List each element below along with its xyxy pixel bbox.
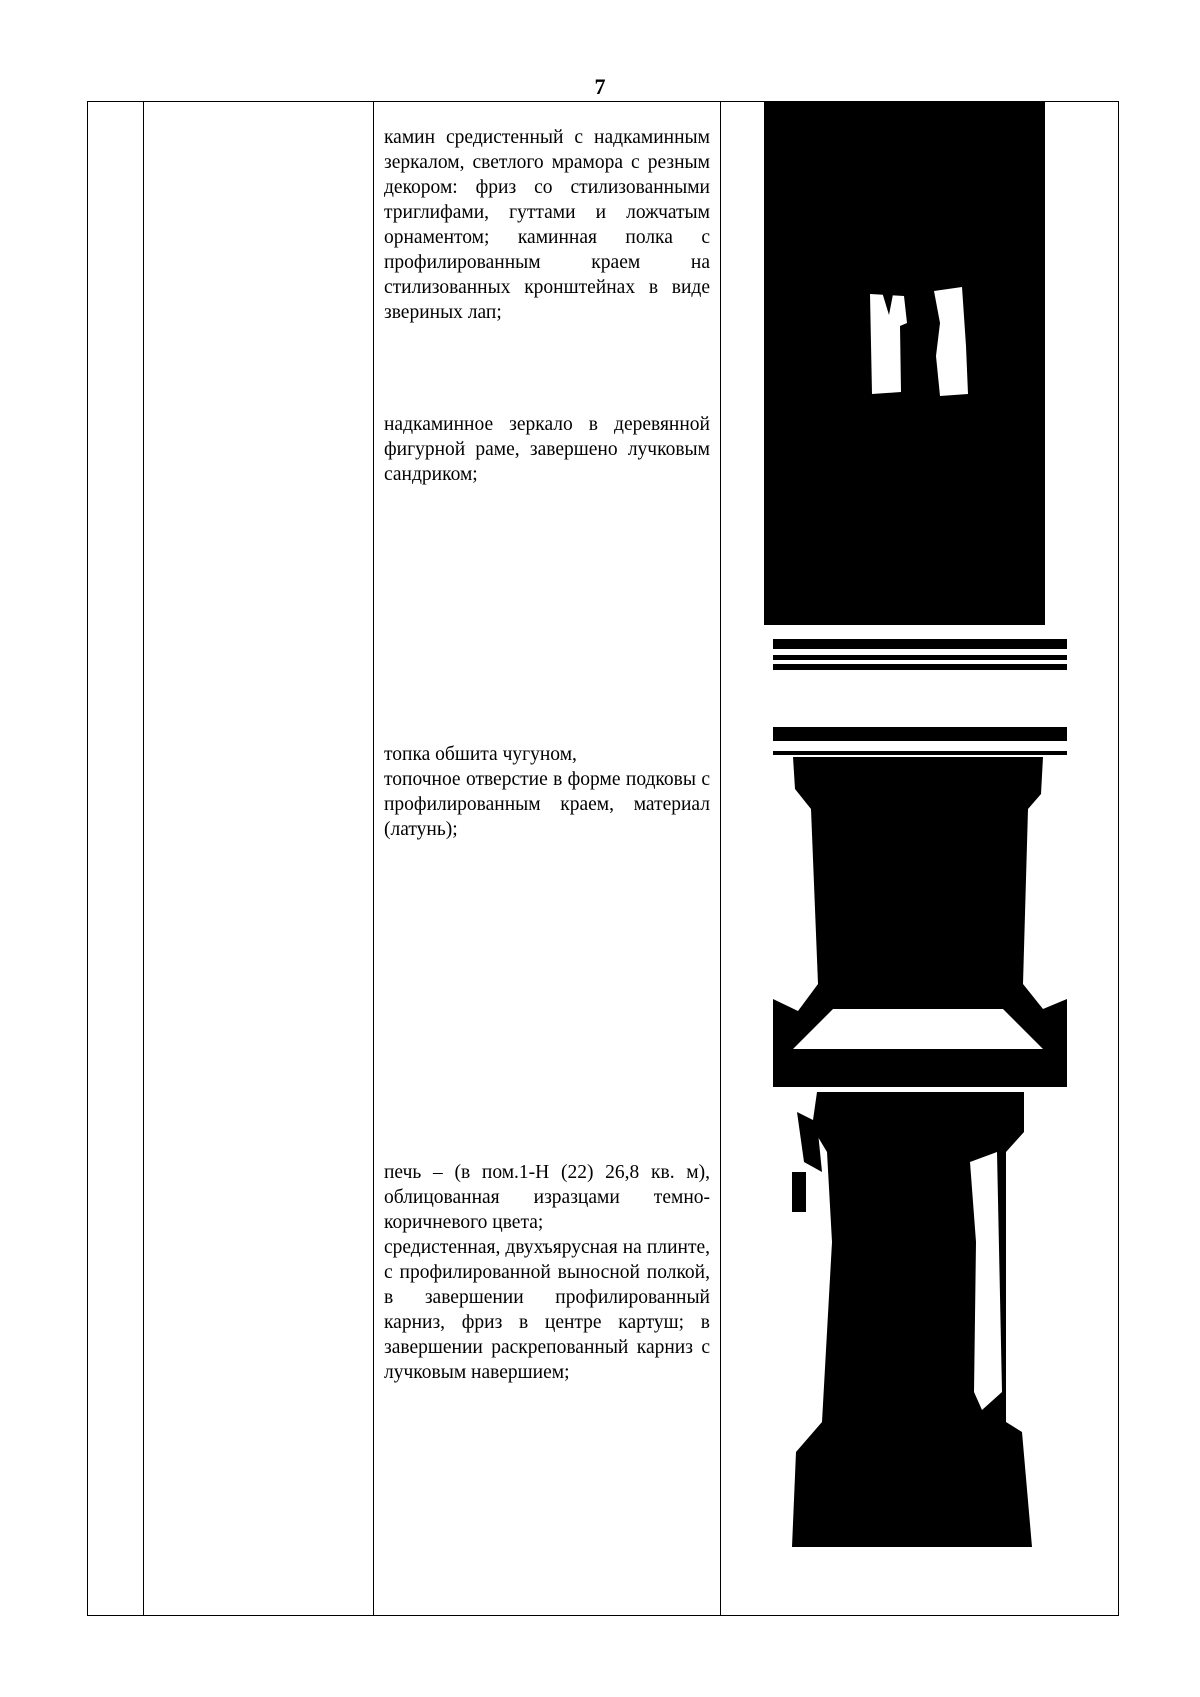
page-number: 7 xyxy=(594,74,606,99)
fireplace-photo xyxy=(764,101,1045,625)
fireplace-text: камин средистенный с надкаминным зеркалом, светлого мрамора с резным декором: фриз со стилизованными триглифами, гуттами и ложчатым орнаментом; каминная полка с профилированным краем на стилизованных кронштейнах в виде звериных лап; xyxy=(384,127,710,323)
fireplace-photo-drawing xyxy=(764,101,1045,625)
stove-photo xyxy=(792,1092,1040,1547)
stove-photo-drawing xyxy=(792,1092,1040,1547)
column-divider xyxy=(720,102,721,1615)
fireplace-description xyxy=(384,125,710,325)
firebox-text-1: топка обшита чугуном, xyxy=(384,744,577,765)
firebox-photo-drawing xyxy=(773,639,1067,1087)
stove-text-2: средистенная, двухъярусная на плинте, с профилированной выносной полкой, в завершении профилированный карниз, фриз в центре картуш; в завершении раскрепованный карниз с лучковым навершием; xyxy=(384,1237,710,1383)
column-divider xyxy=(143,102,144,1615)
column-divider xyxy=(373,102,374,1615)
stove-text-1: печь – (в пом.1-Н (22) 26,8 кв. м), облицованная изразцами темно-коричневого цвета; xyxy=(384,1162,710,1233)
mirror-description xyxy=(384,412,710,487)
heritage-table xyxy=(87,101,1119,1616)
firebox-description xyxy=(384,742,710,842)
firebox-text-2: топочное отверстие в форме подковы с профилированным краем, материал (латунь); xyxy=(384,769,710,840)
firebox-photo xyxy=(773,639,1067,1087)
mirror-text: надкаминное зеркало в деревянной фигурной раме, завершено лучковым сандриком; xyxy=(384,414,710,485)
stove-description xyxy=(384,1160,710,1385)
